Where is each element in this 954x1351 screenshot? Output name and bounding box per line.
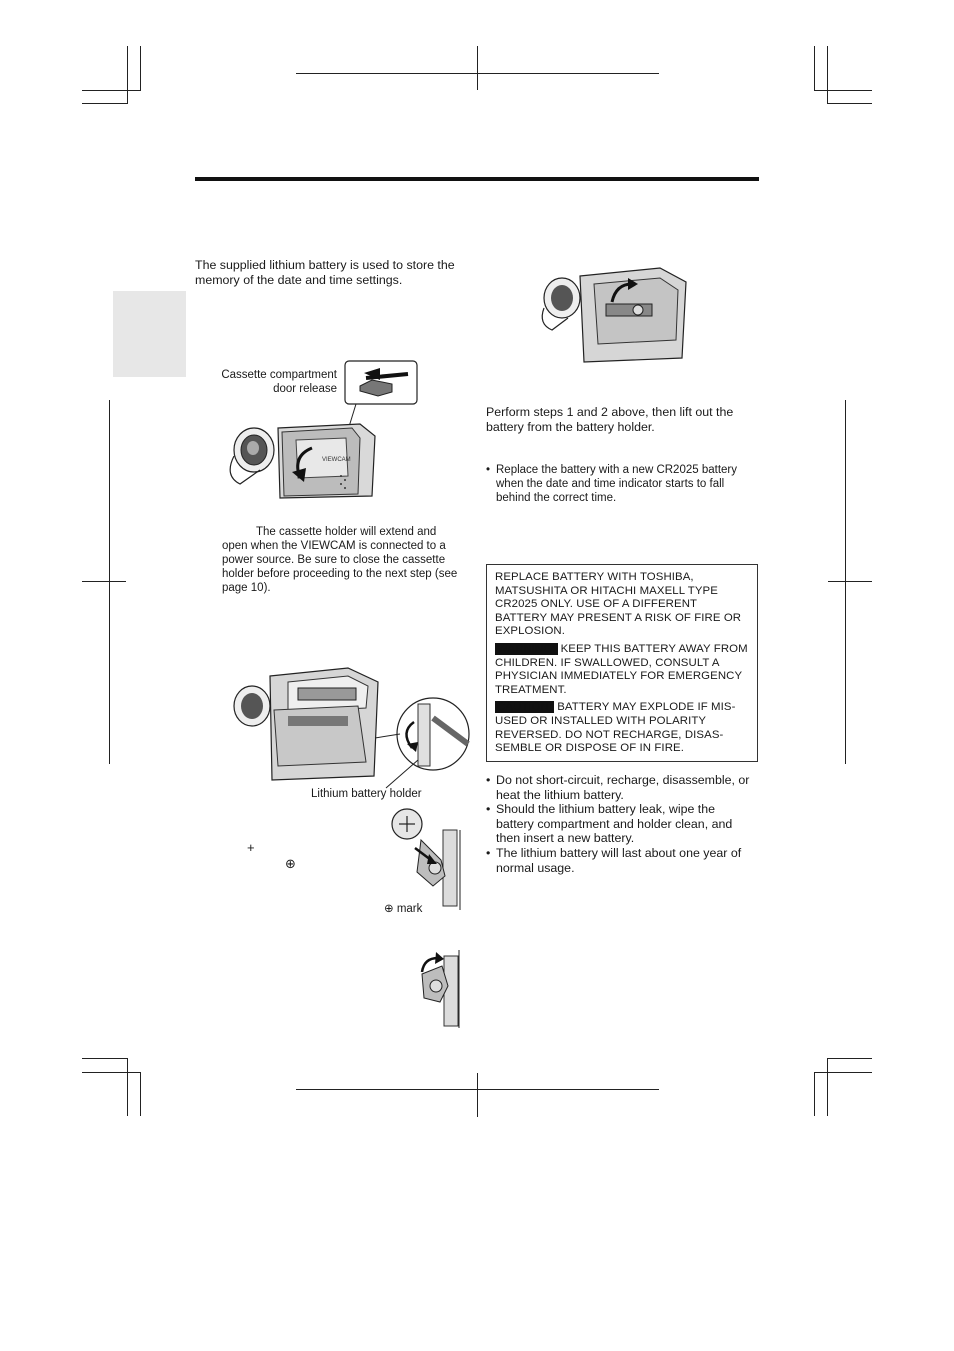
list-item: • Do not short-circuit, recharge, disassemble, or heat the lithium battery. bbox=[486, 773, 752, 802]
warning-para-3 bbox=[495, 701, 749, 755]
cassette-note bbox=[222, 525, 464, 595]
notes-list bbox=[486, 773, 752, 875]
intro-text: The supplied lithium battery is used to store the memory of the date and time settings. bbox=[195, 258, 455, 287]
list-item: • Should the lithium battery leak, wipe the battery compartment and holder clean, and then insert a new battery. bbox=[486, 802, 752, 846]
warning-para-3-text: BATTERY MAY EXPLODE IF MIS-USED OR INSTALLED WITH POLARITY REVERSED. DO NOT RECHARGE, DISAS-SEMBLE OR DISPOSE OF IN FIRE. bbox=[495, 701, 736, 755]
figure-camcorder-door bbox=[220, 358, 430, 500]
figure-battery-insert bbox=[385, 806, 465, 910]
warning-para-2 bbox=[495, 643, 749, 697]
plus-mark-label: ⊕ mark bbox=[384, 903, 423, 915]
header-rule bbox=[195, 177, 759, 181]
warning-tag: WARNING: bbox=[497, 642, 556, 655]
steps-text: Perform steps 1 and 2 above, then lift out the battery from the battery holder. bbox=[486, 405, 734, 434]
figure-battery-holder bbox=[228, 662, 474, 792]
brand-text: VIEWCAM bbox=[322, 457, 351, 463]
list-item: • The lithium battery will last about one year of normal usage. bbox=[486, 846, 752, 875]
door-release-label: Cassette compartment door release bbox=[221, 369, 337, 395]
oplus-symbol: ⊕ bbox=[285, 856, 296, 871]
caution-tag: CAUTION: bbox=[497, 701, 553, 714]
battery-holder-label: Lithium battery holder bbox=[311, 788, 422, 800]
figure-holder-close bbox=[410, 950, 466, 1030]
plus-symbol: + bbox=[247, 840, 255, 855]
warning-para-2-text: KEEP THIS BATTERY AWAY FROM CHILDREN. IF SWALLOWED, CONSULT A PHYSICIAN IMMEDIATELY FOR EMERGENCY TREATMENT. bbox=[495, 642, 748, 696]
figure-lift-battery bbox=[540, 262, 690, 366]
warning-box bbox=[486, 564, 758, 762]
cassette-note-text: The cassette holder will extend and open when the VIEWCAM is connected to a power source. Be sure to close the cassette holder before proceeding to the next step (see page 10). bbox=[222, 526, 458, 594]
side-tab bbox=[113, 291, 186, 377]
warning-para-1: REPLACE BATTERY WITH TOSHIBA, MATSUSHITA OR HITACHI MAXELL TYPE CR2025 ONLY. USE OF A DIFFERENT BATTERY MAY PRESENT A RISK OF FIRE OR EXPLOSION. bbox=[495, 571, 742, 638]
replace-bullet: • Replace the battery with a new CR2025 battery when the date and time indicator starts to fall behind the correct time. bbox=[486, 463, 760, 505]
